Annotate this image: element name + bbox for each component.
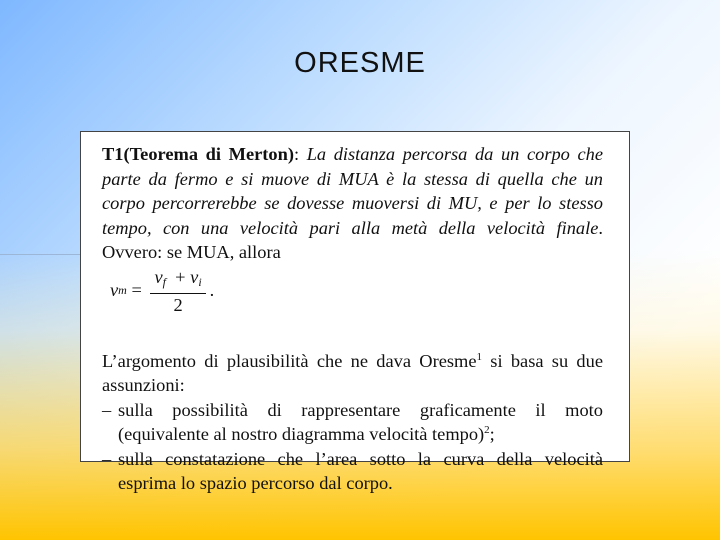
theorem-colon: :	[293, 144, 307, 164]
formula-trailing: .	[209, 280, 215, 301]
argument-paragraph	[102, 349, 603, 398]
theorem-after-statement: . Ovvero: se MUA, allora	[102, 217, 603, 262]
theorem-paragraph	[102, 142, 603, 265]
merton-formula	[110, 266, 214, 316]
formula-equals: =	[131, 280, 142, 301]
theorem-statement: La distanza percorsa da un corpo che parte da fermo e si muove di MUA è la stessa di quella che un corpo percorrerebbe se dovesse muoversi di MU, e per lo stesso tempo, con una velocità pari alla metà della velocità finale	[102, 144, 604, 238]
slide-title: ORESME	[294, 47, 426, 79]
decorative-line	[0, 254, 80, 255]
formula-num-var2: v	[190, 266, 199, 287]
theorem-lead: T1(Teorema di Merton)	[102, 144, 294, 164]
theorem-text-box	[80, 131, 630, 493]
footnote-2: 2	[484, 423, 490, 436]
bullet-end: ;	[489, 424, 495, 444]
formula-fraction	[150, 266, 205, 316]
formula-num-sub2: i	[198, 274, 202, 289]
formula-lhs-var: v	[110, 280, 119, 301]
formula-num-var1: v	[154, 266, 163, 287]
bullet-item	[102, 398, 603, 447]
bullet-text: sulla possibilità di rappresentare graficamente il moto (equivalente al nostro diagramma velocità tempo)	[118, 399, 603, 444]
bullet-dash: –	[102, 399, 112, 420]
formula-numerator	[150, 266, 205, 294]
formula-denominator: 2	[173, 294, 183, 315]
bullet-item	[102, 447, 603, 496]
argument-tail: si basa su due assunzioni:	[102, 350, 603, 395]
formula-lhs-sub: m	[118, 283, 127, 298]
formula-num-sub1: f	[162, 274, 166, 289]
footnote-1: 1	[476, 350, 482, 363]
paragraph-gap	[102, 315, 603, 349]
bullet-dash: –	[102, 448, 112, 469]
bullet-text: sulla constatazione che l’area sotto la curva della velocità esprima lo spazio percorso dal corpo.	[118, 448, 603, 493]
formula-plus: +	[175, 266, 186, 287]
formula-line	[102, 267, 603, 315]
argument-text: L’argomento di plausibilità che ne dava Oresme	[102, 350, 477, 371]
